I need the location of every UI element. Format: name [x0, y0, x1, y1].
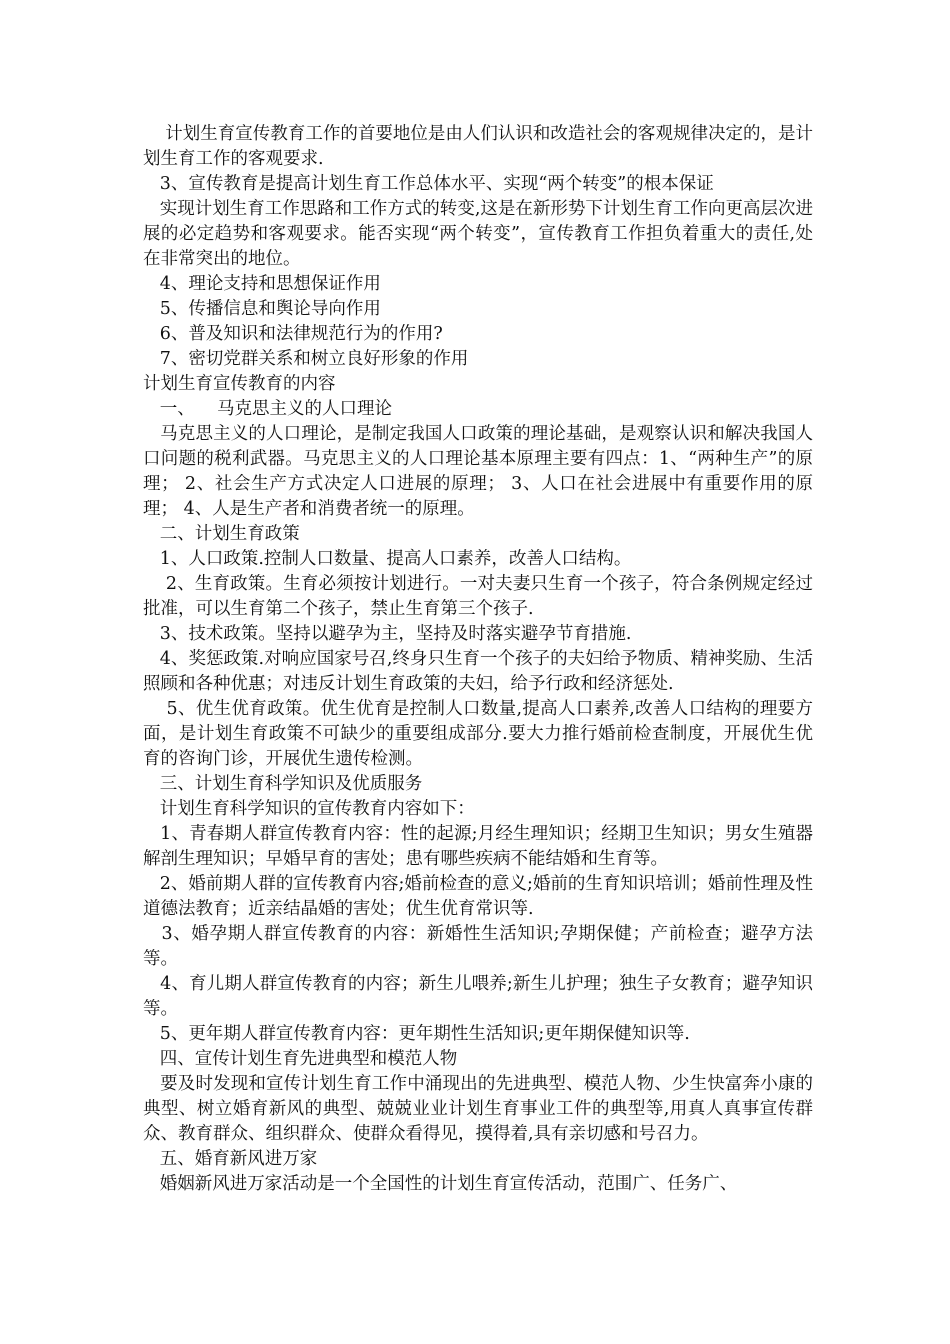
paragraph-25: 要及时发现和宣传计划生育工作中涌现出的先进典型、模范人物、少生快富奔小康的典型、树立婚育新风的典型、兢兢业业计划生育事业工件的典型等,用真人真事宣传群众、教育群众、组织群众、使群众看得见，摸得着,具有亲切感和号召力。 — [143, 1074, 813, 1144]
paragraph-14: 3、技术政策。坚持以避孕为主，坚持及时落实避孕节育措施. — [143, 624, 632, 644]
paragraph-27: 婚姻新风进万家活动是一个全国性的计划生育宣传活动，范围广、任务广、 — [143, 1174, 738, 1194]
paragraph-16: 5、优生优育政策。优生优育是控制人口数量,提高人口素养,改善人口结构的理要方面，是计划生育政策不可缺少的重要组成部分.要大力推行婚前检查制度，开展优生优育的咨询门诊，开展优生遗传检测。 — [143, 699, 813, 769]
paragraph-22: 4、育儿期人群宣传教育的内容；新生儿喂养;新生儿护理；独生子女教育；避孕知识等。 — [143, 974, 813, 1019]
paragraph-4: 4、理论支持和思想保证作用 — [143, 274, 381, 294]
paragraph-21: 3、婚孕期人群宣传教育的内容：新婚性生活知识;孕期保健；产前检查；避孕方法等。 — [143, 924, 813, 969]
subheading-1: 一、 马克思主义的人口理论 — [143, 399, 392, 419]
paragraph-5: 5、传播信息和舆论导向作用 — [143, 299, 381, 319]
subheading-2: 二、计划生育政策 — [143, 524, 300, 544]
paragraph-3: 实现计划生育工作思路和工作方式的转变,这是在新形势下计划生育工作向更高层次进展的必定趋势和客观要求。能否实现“两个转变”，宣传教育工作担负着重大的责任,处在非常突出的地位。 — [143, 199, 813, 269]
paragraph-2: 3、宣传教育是提高计划生育工作总体水平、实现“两个转变”的根本保证 — [143, 174, 714, 194]
paragraph-15: 4、奖惩政策.对响应国家号召,终身只生育一个孩子的夫妇给予物质、精神奖励、生活照顾和各种优惠；对违反计划生育政策的夫妇，给予行政和经济惩处. — [143, 649, 813, 694]
paragraph-12: 1、人口政策.控制人口数量、提高人口素养，改善人口结构。 — [143, 549, 632, 569]
paragraph-13: 2、生育政策。生育必须按计划进行。一对夫妻只生育一个孩子，符合条例规定经过批准，可以生育第二个孩子，禁止生育第三个孩子. — [143, 574, 813, 619]
section-heading: 计划生育宣传教育的内容 — [143, 374, 336, 394]
paragraph-19: 1、青春期人群宣传教育内容：性的起源;月经生理知识；经期卫生知识；男女生殖器解剖生理知识；早婚早育的害处；患有哪些疾病不能结婚和生育等。 — [143, 824, 813, 869]
subheading-4: 四、宣传计划生育先进典型和模范人物 — [143, 1049, 458, 1069]
subheading-5: 五、婚育新风进万家 — [143, 1149, 318, 1169]
paragraph-1: 计划生育宣传教育工作的首要地位是由人们认识和改造社会的客观规律决定的，是计划生育工作的客观要求. — [143, 124, 813, 169]
paragraph-7: 7、密切党群关系和树立良好形象的作用 — [143, 349, 469, 369]
paragraph-18: 计划生育科学知识的宣传教育内容如下： — [143, 799, 475, 819]
document-body — [143, 122, 813, 1197]
paragraph-20: 2、婚前期人群的宣传教育内容;婚前检查的意义;婚前的生育知识培训；婚前性理及性道德法教育；近亲结晶婚的害处；优生优育常识等. — [143, 874, 813, 919]
paragraph-6: 6、普及知识和法律规范行为的作用? — [143, 324, 443, 344]
paragraph-10: 马克思主义的人口理论，是制定我国人口政策的理论基础，是观察认识和解决我国人口问题的税利武器。马克思主义的人口理论基本原理主要有四点：1、“两种生产”的原理； 2、社会生产方式决定人口进展的原理； 3、人口在社会进展中有重要作用的原理； 4、人是生产者和消费者统一的原理。 — [143, 424, 813, 519]
paragraph-23: 5、更年期人群宣传教育内容：更年期性生活知识;更年期保健知识等. — [143, 1024, 690, 1044]
subheading-3: 三、计划生育科学知识及优质服务 — [143, 774, 423, 794]
